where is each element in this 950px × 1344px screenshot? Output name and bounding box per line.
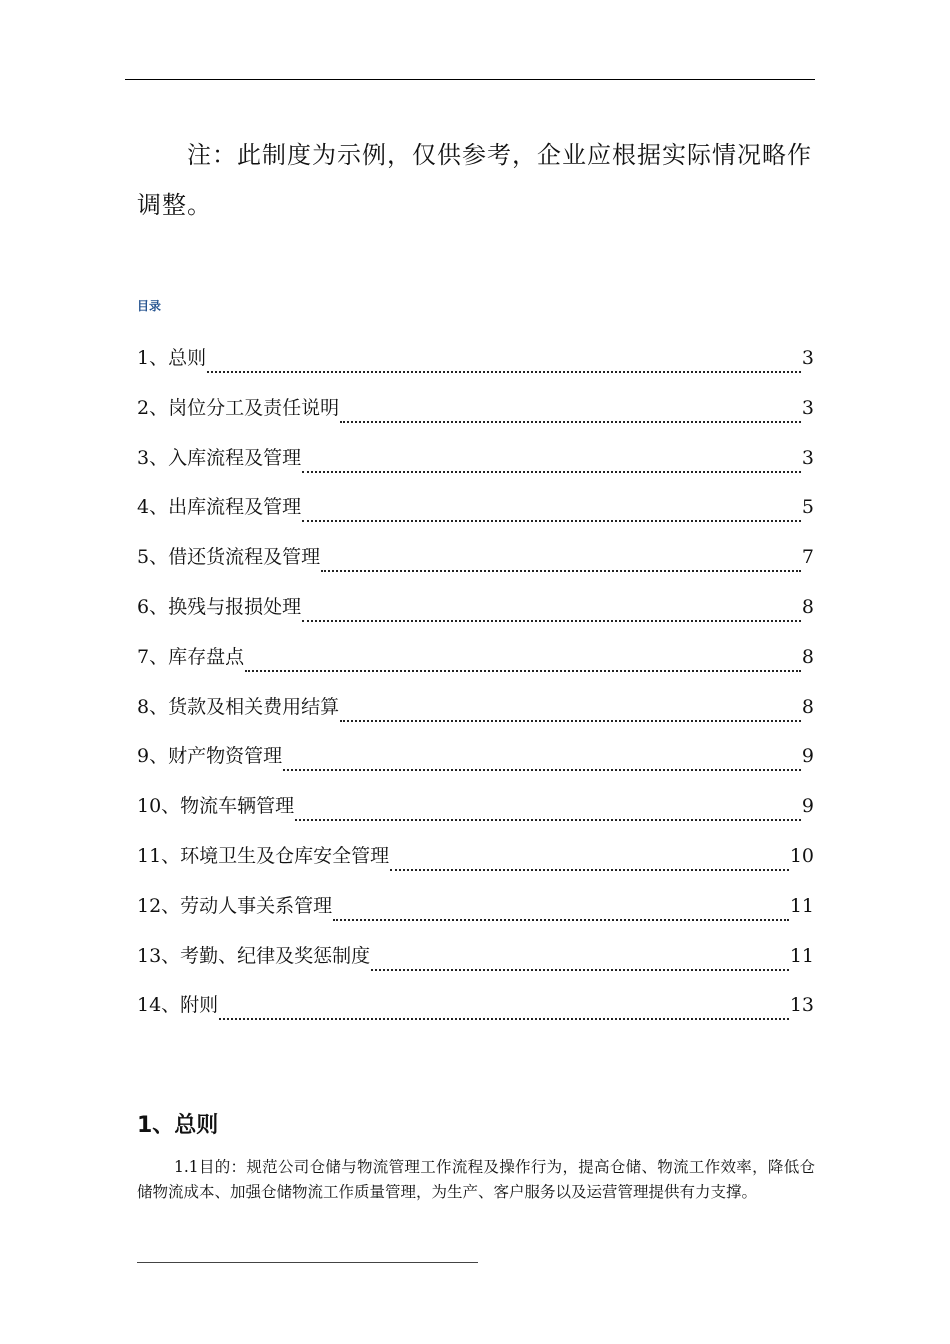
toc-item-label: 11、环境卫生及仓库安全管理 — [137, 844, 390, 867]
toc-item-label: 5、借还货流程及管理 — [137, 546, 321, 569]
toc-item-label: 10、物流车辆管理 — [137, 795, 295, 818]
toc-item-label: 4、出库流程及管理 — [137, 496, 302, 519]
toc-item-page: 7 — [801, 546, 814, 569]
header-rule — [125, 79, 815, 80]
section-paragraph: 1.1目的：规范公司仓储与物流管理工作流程及操作行为，提高仓储、物流工作效率，降低仓储物流成本、加强仓储物流工作质量管理，为生产、客户服务以及运营管理提供有力支撑。 — [137, 1158, 815, 1201]
toc-item[interactable] — [137, 990, 814, 1040]
note-paragraph: 注：此制度为示例，仅供参考，企业应根据实际情况略作调整。 — [137, 141, 812, 219]
toc-item[interactable] — [137, 343, 814, 393]
toc-item[interactable] — [137, 542, 814, 592]
toc-item[interactable] — [137, 841, 814, 891]
toc-dot-leader — [302, 592, 801, 622]
toc-item[interactable] — [137, 741, 814, 791]
toc-dot-leader — [219, 990, 789, 1020]
toc-item-label: 1、总则 — [137, 347, 207, 369]
toc-item-label: 7、库存盘点 — [137, 645, 245, 668]
toc-item-page: 5 — [801, 496, 814, 519]
footnote-separator — [137, 1262, 478, 1263]
toc-item-label: 14、附则 — [137, 994, 219, 1017]
toc-item[interactable] — [137, 393, 814, 443]
toc-item-page: 10 — [789, 844, 814, 867]
toc-item-page: 13 — [789, 994, 814, 1017]
toc-item[interactable] — [137, 443, 814, 493]
toc-item[interactable] — [137, 692, 814, 742]
section-heading: 1、总则 — [137, 1113, 219, 1138]
toc-item-label: 8、货款及相关费用结算 — [137, 695, 340, 718]
toc-item-page: 8 — [801, 695, 814, 718]
toc-dot-leader — [302, 492, 801, 522]
toc-dot-leader — [390, 841, 789, 871]
toc-item-page: 8 — [801, 595, 814, 618]
toc-item-label: 2、岗位分工及责任说明 — [137, 396, 340, 419]
toc-item-page: 11 — [789, 894, 814, 917]
toc-dot-leader — [333, 891, 789, 921]
toc-item[interactable] — [137, 791, 814, 841]
toc-item-label: 12、劳动人事关系管理 — [137, 894, 333, 917]
toc-item-page: 9 — [801, 745, 814, 768]
toc-dot-leader — [245, 642, 801, 672]
toc-dot-leader — [283, 741, 801, 771]
toc-item-page: 9 — [801, 795, 814, 818]
toc-item[interactable] — [137, 642, 814, 692]
toc-item-label: 6、换残与报损处理 — [137, 595, 302, 618]
toc-dot-leader — [207, 343, 801, 373]
toc-dot-leader — [371, 941, 789, 971]
table-of-contents — [137, 343, 814, 1040]
toc-item-page: 8 — [801, 645, 814, 668]
toc-dot-leader — [321, 542, 801, 572]
toc-item[interactable] — [137, 941, 814, 991]
toc-item-label: 13、考勤、纪律及奖惩制度 — [137, 944, 371, 967]
toc-title: 目录 — [137, 299, 162, 313]
toc-dot-leader — [302, 443, 801, 473]
toc-item[interactable] — [137, 492, 814, 542]
toc-dot-leader — [340, 692, 801, 722]
toc-item-page: 3 — [801, 446, 814, 469]
toc-item-page: 3 — [801, 347, 814, 369]
toc-dot-leader — [340, 393, 801, 423]
toc-item-page: 3 — [801, 396, 814, 419]
toc-item[interactable] — [137, 592, 814, 642]
toc-item-label: 3、入库流程及管理 — [137, 446, 302, 469]
toc-item-page: 11 — [789, 944, 814, 967]
toc-item-label: 9、财产物资管理 — [137, 745, 283, 768]
toc-item[interactable] — [137, 891, 814, 941]
toc-dot-leader — [295, 791, 801, 821]
